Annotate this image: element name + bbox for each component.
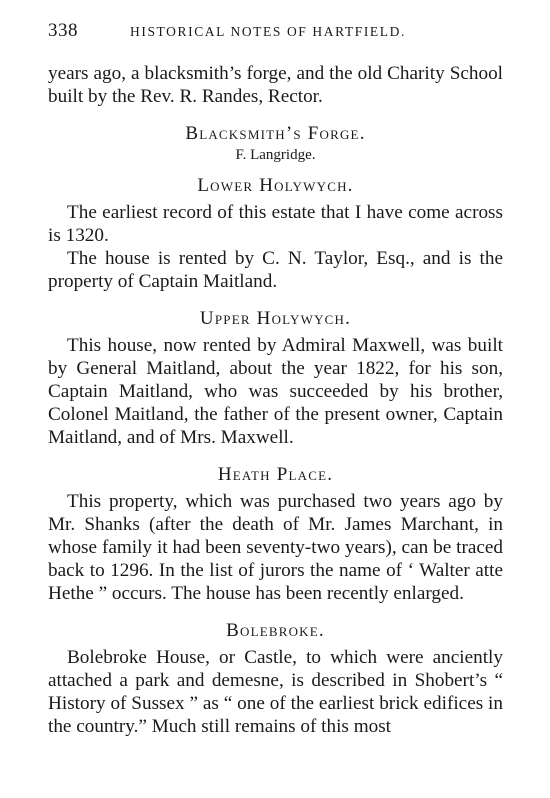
book-page	[48, 20, 503, 738]
running-head	[48, 20, 503, 46]
paragraph-heath-place: This property, which was purchased two years ago by Mr. Shanks (after the death of Mr. James Marchant, in whose family it had been seventy-two years), can be traced back to 1296. In the list of jurors the name of ‘ Walter atte Hethe ” occurs. The house has been recently enlarged.	[48, 491, 503, 604]
intro-paragraph: years ago, a blacksmith’s forge, and the old Charity School built by the Rev. R. Randes, Rector.	[48, 63, 503, 107]
section-heading-lower-holywych: Lower Holywych.	[197, 175, 354, 196]
section-heading-upper-holywych: Upper Holywych.	[199, 308, 352, 329]
section-heading-bolebroke: Bolebroke.	[226, 620, 325, 641]
section-heading-blacksmiths-forge: Blacksmith’s Forge.	[185, 123, 366, 144]
section-subline-occupant: F. Langridge.	[235, 147, 316, 163]
section-heading-heath-place: Heath Place.	[217, 464, 334, 485]
running-title: HISTORICAL NOTES OF HARTFIELD.	[130, 24, 406, 39]
paragraph-bolebroke: Bolebroke House, or Castle, to which were anciently attached a park and demesne, is described in Shobert’s “ History of Sussex ” as “ one of the earliest brick edifices in the country.” Much still remains of this most	[48, 647, 503, 737]
paragraph-upper-holywych: This house, now rented by Admiral Maxwell, was built by General Maitland, about the year 1822, for his son, Captain Maitland, who was succeeded by his brother, Colonel Maitland, the father of the present owner, Captain Maitland, and of Mrs. Maxwell.	[48, 335, 503, 448]
paragraph-lower-holywych-record: The earliest record of this estate that I have come across is 1320.	[48, 202, 503, 246]
paragraph-lower-holywych-rental: The house is rented by C. N. Taylor, Esq., and is the property of Captain Maitland.	[48, 248, 503, 292]
page-number: 338	[48, 20, 78, 41]
